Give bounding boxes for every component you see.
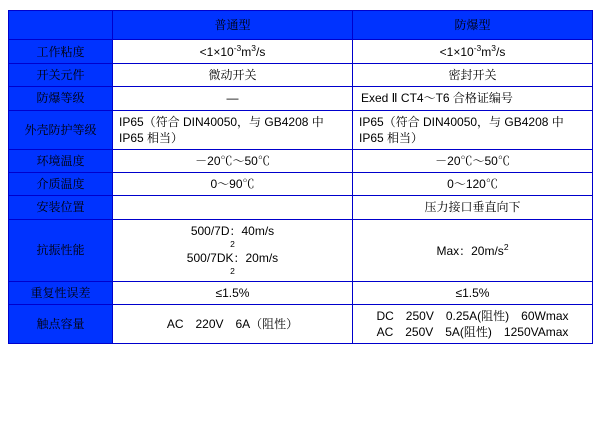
row-label-contact-capacity: 触点容量: [9, 305, 113, 344]
cell-explosion-grade-standard: —: [113, 87, 353, 110]
cell-medium-temperature-explosionproof: 0～120℃: [353, 173, 593, 196]
viscosity-ex-tail: /s: [496, 45, 506, 59]
spec-table-container: [8, 10, 592, 428]
viscosity-std-exp: -3: [233, 43, 242, 53]
cell-ingress-protection-explosionproof: IP65（符合 DIN40050，与 GB4208 中 IP65 相当）: [353, 110, 593, 149]
table-row: [9, 40, 593, 64]
viscosity-std-unit: m: [241, 45, 252, 59]
table-row: [9, 305, 593, 344]
viscosity-std-pre: <1×10: [199, 45, 234, 59]
cell-viscosity-explosionproof: [353, 40, 593, 64]
cell-mounting-position-standard: [113, 196, 353, 219]
specification-table: [8, 10, 593, 344]
vibration-std-line1: [117, 223, 348, 251]
row-label-switch-element: 开关元件: [9, 64, 113, 87]
cell-mounting-position-explosionproof: 压力接口垂直向下: [353, 196, 593, 219]
viscosity-ex-unit: m: [481, 45, 492, 59]
row-label-viscosity: 工作粘度: [9, 40, 113, 64]
cell-viscosity-standard: [113, 40, 353, 64]
contact-ex-line1: DC 250V 0.25A(阻性) 60Wmax: [376, 309, 569, 323]
table-row: [9, 281, 593, 304]
cell-ingress-protection-standard: IP65（符合 DIN40050，与 GB4208 中 IP65 相当）: [113, 110, 353, 149]
row-label-explosion-grade: 防爆等级: [9, 87, 113, 110]
viscosity-ex-unit-exp: 3: [491, 43, 496, 53]
header-corner-cell: [9, 11, 113, 40]
table-row: [9, 64, 593, 87]
vibration-std-line1-text: 500/7D：40m/s: [190, 223, 275, 238]
contact-ex-line2: AC 250V 5A(阻性) 1250VAmax: [376, 325, 569, 340]
vibration-std-line2-exp: 2: [230, 266, 235, 277]
header-col-standard: 普通型: [113, 11, 353, 40]
cell-repeatability-error-explosionproof: ≤1.5%: [353, 281, 593, 304]
table-row: [9, 219, 593, 281]
cell-contact-capacity-explosionproof: [353, 305, 593, 344]
table-row: [9, 87, 593, 110]
cell-explosion-grade-explosionproof: Exed Ⅱ CT4～T6 合格证编号: [353, 87, 593, 110]
vibration-std-line1-exp: 2: [230, 238, 235, 249]
table-row: [9, 196, 593, 219]
vibration-std-line2: [117, 250, 348, 278]
cell-ambient-temperature-standard: －20℃～50℃: [113, 149, 353, 172]
vibration-std-line2-text: 500/7DK：20m/s: [186, 251, 279, 266]
cell-ambient-temperature-explosionproof: －20℃～50℃: [353, 149, 593, 172]
row-label-repeatability-error: 重复性误差: [9, 281, 113, 304]
row-label-mounting-position: 安装位置: [9, 196, 113, 219]
table-row: [9, 149, 593, 172]
row-label-ingress-protection: 外壳防护等级: [9, 110, 113, 149]
viscosity-std-unit-exp: 3: [251, 43, 256, 53]
table-row: [9, 173, 593, 196]
cell-vibration-resistance-explosionproof: [353, 219, 593, 281]
viscosity-ex-exp: -3: [473, 43, 482, 53]
row-label-ambient-temperature: 环境温度: [9, 149, 113, 172]
row-label-vibration-resistance: 抗振性能: [9, 219, 113, 281]
table-header-row: [9, 11, 593, 40]
header-col-explosionproof: 防爆型: [353, 11, 593, 40]
row-label-medium-temperature: 介质温度: [9, 173, 113, 196]
cell-contact-capacity-standard: AC 220V 6A（阻性）: [113, 305, 353, 344]
cell-medium-temperature-standard: 0～90℃: [113, 173, 353, 196]
viscosity-std-tail: /s: [256, 45, 266, 59]
vibration-ex-exp: 2: [503, 241, 509, 252]
table-row: [9, 110, 593, 149]
cell-repeatability-error-standard: ≤1.5%: [113, 281, 353, 304]
cell-vibration-resistance-standard: [113, 219, 353, 281]
viscosity-ex-pre: <1×10: [439, 45, 474, 59]
cell-switch-element-standard: 微动开关: [113, 64, 353, 87]
cell-switch-element-explosionproof: 密封开关: [353, 64, 593, 87]
vibration-ex-text: Max：20m/s: [436, 243, 504, 258]
